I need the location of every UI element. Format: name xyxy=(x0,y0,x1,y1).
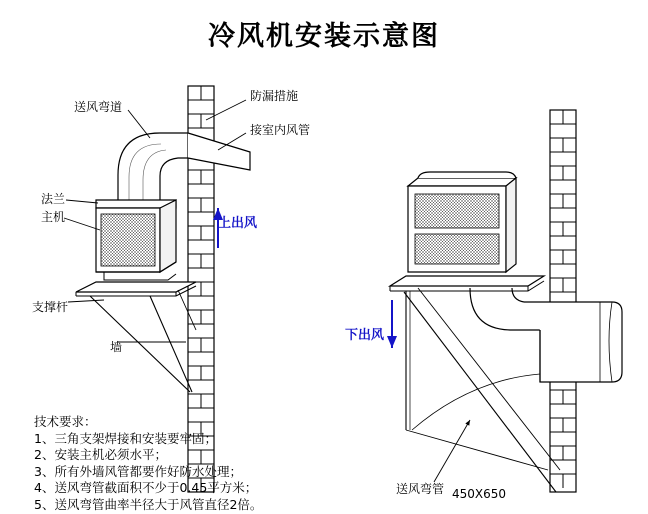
notes-item: 2、安装主机必须水平； xyxy=(34,447,167,462)
right-main-unit xyxy=(408,172,516,272)
duct-spec-label: 450X650 xyxy=(452,487,507,501)
leakproof-label: 防漏措施 xyxy=(250,89,299,103)
right-wall xyxy=(550,110,576,492)
left-main-unit xyxy=(96,200,176,280)
indoor-duct-label: 接室内风管 xyxy=(250,123,311,137)
left-support-bracket xyxy=(76,282,196,392)
notes-item: 4、送风弯管截面积不少于0.45平方米； xyxy=(34,480,258,495)
notes-heading: 技术要求： xyxy=(34,414,97,429)
right-leader-lines xyxy=(434,420,470,482)
notes-item: 5、送风弯管曲率半径大于风管直径2倍。 xyxy=(34,496,263,512)
duct-label-right: 送风弯管 xyxy=(396,482,445,496)
page-title: 冷风机安装示意图 xyxy=(208,21,440,52)
support-rod-label: 支撑杆 xyxy=(32,300,69,314)
bottom-outlet-label: 下出风 xyxy=(345,328,385,343)
notes-item: 3、所有外墙风管都要作好防水处理； xyxy=(34,463,242,479)
left-elbow-duct xyxy=(118,133,250,205)
wall-label: 墙 xyxy=(110,340,123,354)
duct-label: 送风弯道 xyxy=(74,100,123,114)
top-outlet-label: 上出风 xyxy=(218,216,258,231)
right-elbow-duct xyxy=(412,288,622,430)
flange-label: 法兰 xyxy=(41,192,66,206)
technical-requirements xyxy=(34,414,262,513)
mainunit-label: 主机 xyxy=(41,210,66,224)
notes-item: 1、三角支架焊接和安装要牢固； xyxy=(34,430,217,446)
